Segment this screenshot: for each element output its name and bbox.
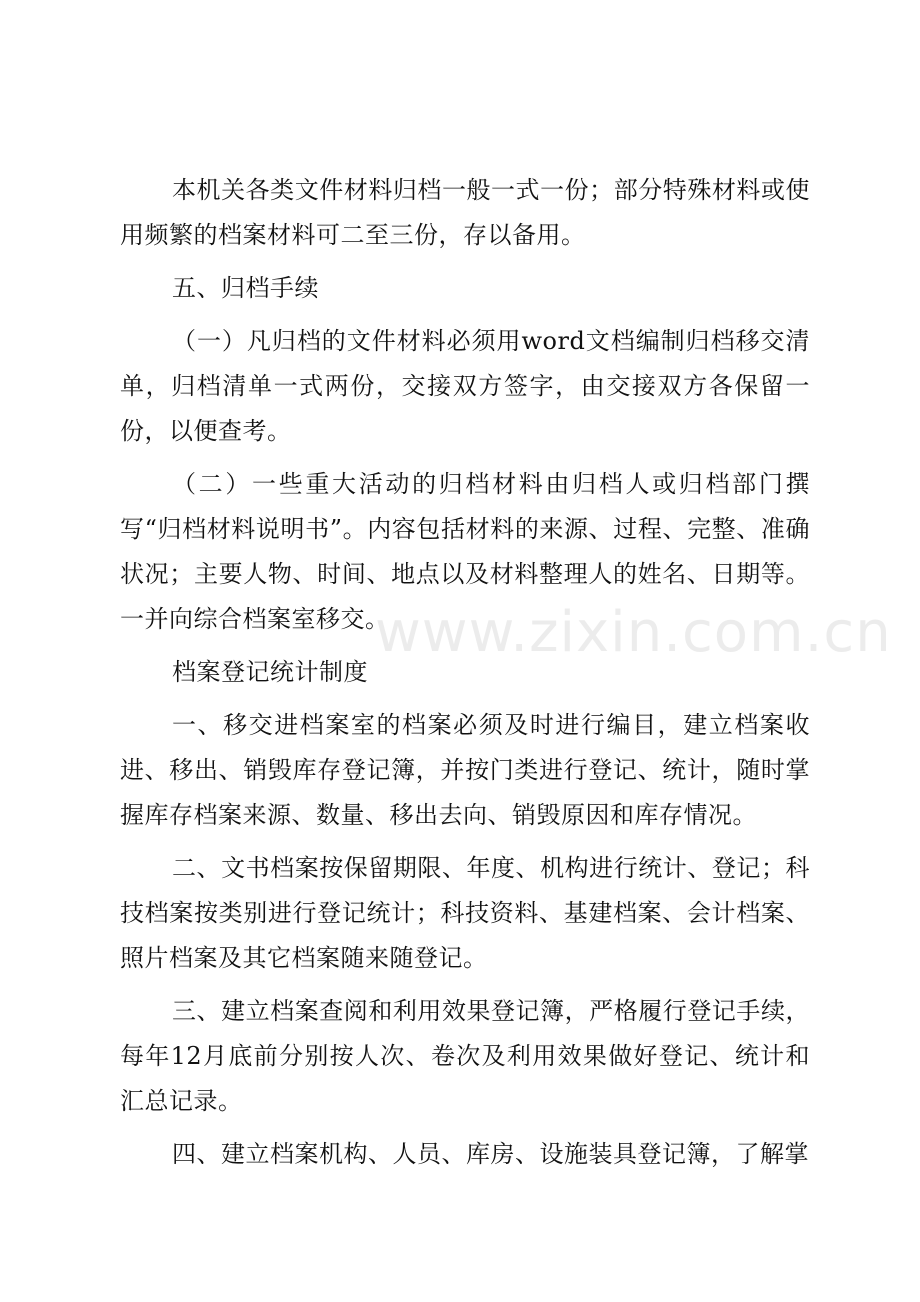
watermark: www.zixin.com.cn bbox=[375, 600, 892, 665]
paragraph-registration-4: 四、建立档案机构、人员、库房、设施装具登记簿，了解掌 bbox=[172, 1140, 809, 1168]
heading-registration-system: 档案登记统计制度 bbox=[172, 658, 368, 686]
heading-filing-procedures: 五、归档手续 bbox=[172, 274, 319, 302]
document-page bbox=[120, 168, 810, 1177]
paragraph-procedure-1: （一）凡归档的文件材料必须用word文档编制归档移交清单，归档清单一式两份，交接双方签字，由交接双方各保留一份，以便查考。 bbox=[120, 327, 810, 445]
paragraph-registration-3: 三、建立档案查阅和利用效果登记簿，严格履行登记手续，每年12月底前分别按人次、卷次及利用效果做好登记、统计和汇总记录。 bbox=[120, 997, 810, 1115]
paragraph-copies: 本机关各类文件材料归档一般一式一份；部分特殊材料或使用频繁的档案材料可二至三份，存以备用。 bbox=[120, 176, 810, 249]
paragraph-registration-2: 二、文书档案按保留期限、年度、机构进行统计、登记；科技档案按类别进行登记统计；科技资料、基建档案、会计档案、照片档案及其它档案随来随登记。 bbox=[120, 854, 810, 972]
paragraph-registration-1: 一、移交进档案室的档案必须及时进行编目，建立档案收进、移出、销毁库存登记簿，并按门类进行登记、统计，随时掌握库存档案来源、数量、移出去向、销毁原因和库存情况。 bbox=[120, 711, 810, 829]
paragraph-procedure-2: （二）一些重大活动的归档材料由归档人或归档部门撰写“归档材料说明书”。内容包括材料的来源、过程、完整、准确状况；主要人物、时间、地点以及材料整理人的姓名、日期等。一并向综合档案室移交。 bbox=[120, 470, 810, 633]
